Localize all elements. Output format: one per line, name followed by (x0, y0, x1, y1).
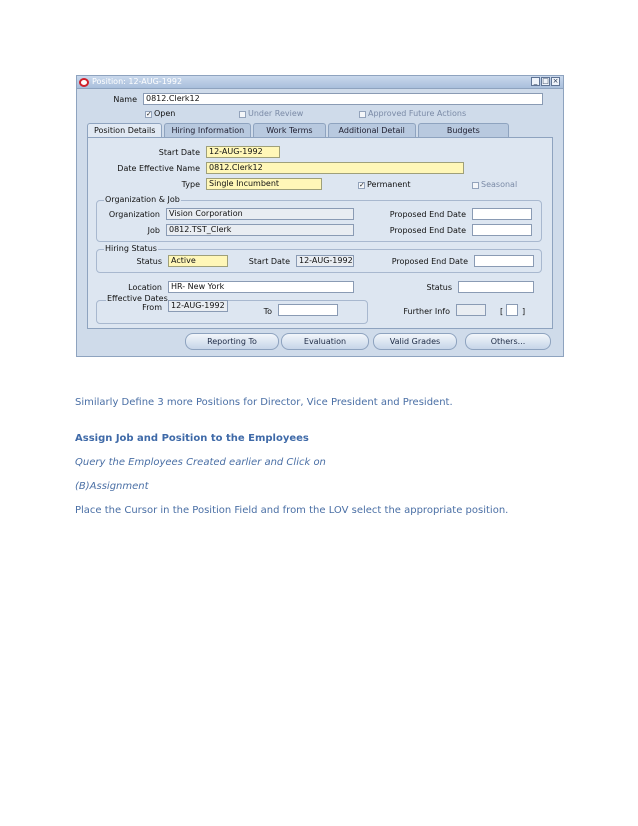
start-date-label: Start Date (158, 148, 200, 157)
hiring-proposed-end-date-label: Proposed End Date (391, 257, 468, 266)
oracle-logo-icon (79, 78, 89, 87)
proposed-end-date-field-1[interactable] (472, 208, 532, 220)
organization-field[interactable]: Vision Corporation (166, 208, 354, 220)
doc-paragraph-assignment: (B)Assignment (75, 481, 149, 492)
checkbox-empty-icon (359, 111, 366, 118)
window-controls (531, 77, 560, 86)
tab-position-details[interactable]: Position Details (87, 123, 162, 137)
tab-hiring-information[interactable]: Hiring Information (164, 123, 251, 137)
type-label: Type (181, 180, 200, 189)
effective-dates-group-label: Effective Dates (107, 294, 168, 303)
evaluation-button[interactable]: Evaluation (281, 333, 369, 350)
tab-additional-detail[interactable]: Additional Detail (328, 123, 416, 137)
flex-close-bracket: ] (522, 307, 526, 316)
reporting-to-button[interactable]: Reporting To (185, 333, 279, 350)
hiring-status-field[interactable]: Active (168, 255, 228, 267)
location-field[interactable]: HR- New York (168, 281, 354, 293)
minimize-icon[interactable]: _ (531, 77, 540, 86)
hiring-status-label: Status (136, 257, 162, 266)
further-info-label: Further Info (403, 307, 450, 316)
to-label: To (263, 307, 272, 316)
others-button[interactable]: Others... (465, 333, 551, 350)
date-effective-name-field[interactable]: 0812.Clerk12 (206, 162, 464, 174)
further-info-field[interactable] (456, 304, 486, 316)
checkbox-checked-icon: ✓ (359, 180, 365, 189)
position-details-panel (87, 137, 553, 329)
proposed-end-date-field-2[interactable] (472, 224, 532, 236)
window-title: Position: 12-AUG-1992 (92, 77, 183, 86)
proposed-end-date-label-2: Proposed End Date (389, 226, 466, 235)
maximize-icon[interactable]: □ (542, 77, 549, 85)
flex-open-bracket: [ (500, 307, 504, 316)
name-field[interactable]: 0812.Clerk12 (143, 93, 543, 105)
location-label: Location (128, 283, 162, 292)
organization-job-group-label: Organization & Job (105, 195, 180, 204)
under-review-label: Under Review (248, 109, 304, 118)
valid-grades-button[interactable]: Valid Grades (373, 333, 457, 350)
open-checkbox[interactable] (145, 109, 175, 119)
doc-heading-assign-job: Assign Job and Position to the Employees (75, 433, 309, 444)
to-field[interactable] (278, 304, 338, 316)
tab-work-terms[interactable]: Work Terms (253, 123, 325, 137)
position-window (76, 75, 564, 357)
seasonal-checkbox[interactable] (472, 180, 517, 190)
checkbox-empty-icon (472, 182, 479, 189)
checkbox-empty-icon (239, 111, 246, 118)
proposed-end-date-label-1: Proposed End Date (389, 210, 466, 219)
doc-paragraph-query-employees: Query the Employees Created earlier and Click on (75, 457, 326, 468)
hiring-status-group-label: Hiring Status (105, 244, 157, 253)
job-field[interactable]: 0812.TST_Clerk (166, 224, 354, 236)
flexfield-button[interactable] (506, 304, 518, 316)
open-label: Open (154, 109, 176, 118)
doc-paragraph-define-positions: Similarly Define 3 more Positions for Director, Vice President and President. (75, 397, 453, 408)
hiring-start-date-field[interactable]: 12-AUG-1992 (296, 255, 354, 267)
permanent-label: Permanent (367, 180, 411, 189)
date-effective-name-label: Date Effective Name (117, 164, 200, 173)
tab-budgets[interactable]: Budgets (418, 123, 509, 137)
button-bar (77, 330, 563, 356)
job-label: Job (147, 226, 160, 235)
hiring-proposed-end-date-field[interactable] (474, 255, 534, 267)
organization-label: Organization (108, 210, 160, 219)
from-field[interactable]: 12-AUG-1992 (168, 300, 228, 312)
approved-future-checkbox[interactable] (359, 109, 466, 119)
start-date-field[interactable]: 12-AUG-1992 (206, 146, 280, 158)
location-status-field[interactable] (458, 281, 534, 293)
tab-strip (87, 123, 509, 137)
from-label: From (142, 303, 162, 312)
approved-future-label: Approved Future Actions (368, 109, 467, 118)
under-review-checkbox[interactable] (239, 109, 303, 119)
permanent-checkbox[interactable] (358, 180, 411, 190)
name-label: Name (113, 95, 137, 104)
checkbox-checked-icon: ✓ (146, 109, 152, 118)
type-field[interactable]: Single Incumbent (206, 178, 322, 190)
seasonal-label: Seasonal (481, 180, 518, 189)
hiring-start-date-label: Start Date (248, 257, 290, 266)
doc-paragraph-place-cursor: Place the Cursor in the Position Field and from the LOV select the appropriate position. (75, 505, 509, 516)
window-titlebar (77, 76, 563, 89)
close-icon[interactable]: × (552, 77, 559, 85)
location-status-label: Status (426, 283, 452, 292)
